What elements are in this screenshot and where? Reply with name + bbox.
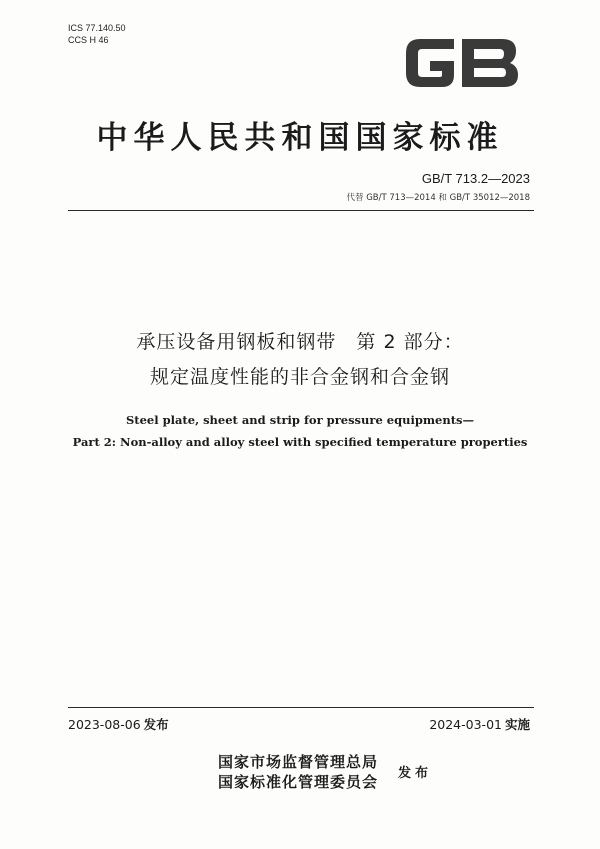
- english-title-line-2: Part 2: Non-alloy and alloy steel with specified temperature properties: [72, 435, 528, 449]
- issue-date: [68, 715, 169, 733]
- issuing-organizations: [218, 752, 378, 792]
- header-divider: [68, 210, 534, 211]
- implementation-date: [429, 715, 530, 733]
- chinese-title-line-1: 承压设备用钢板和钢带 第 2 部分：: [136, 331, 464, 353]
- ccs-code: CCS H 46: [68, 35, 109, 45]
- ics-code: ICS 77.140.50: [68, 23, 126, 33]
- classification-block: [68, 22, 126, 46]
- gb-logo-icon: [402, 35, 522, 91]
- chinese-title-line-2: 规定温度性能的非合金钢和合金钢: [149, 366, 450, 388]
- issuer-sac: 国家标准化管理委员会: [218, 773, 379, 791]
- publish-label: 发布: [398, 766, 433, 781]
- replaces-note: 代替 GB/T 713—2014 和 GB/T 35012—2018: [346, 193, 530, 203]
- issue-date-label: 发布: [143, 717, 169, 732]
- national-standard-title: 中华人民共和国国家标准: [96, 120, 504, 156]
- implementation-date-label: 实施: [504, 717, 530, 732]
- footer-divider: [68, 707, 534, 708]
- english-title-line-1: Steel plate, sheet and strip for pressure equipments—: [125, 413, 475, 427]
- standard-number: GB/T 713.2—2023: [421, 171, 530, 186]
- issue-date-value: 2023-08-06: [68, 717, 141, 732]
- issuer-samr: 国家市场监督管理总局: [218, 753, 379, 771]
- implementation-date-value: 2024-03-01: [429, 717, 502, 732]
